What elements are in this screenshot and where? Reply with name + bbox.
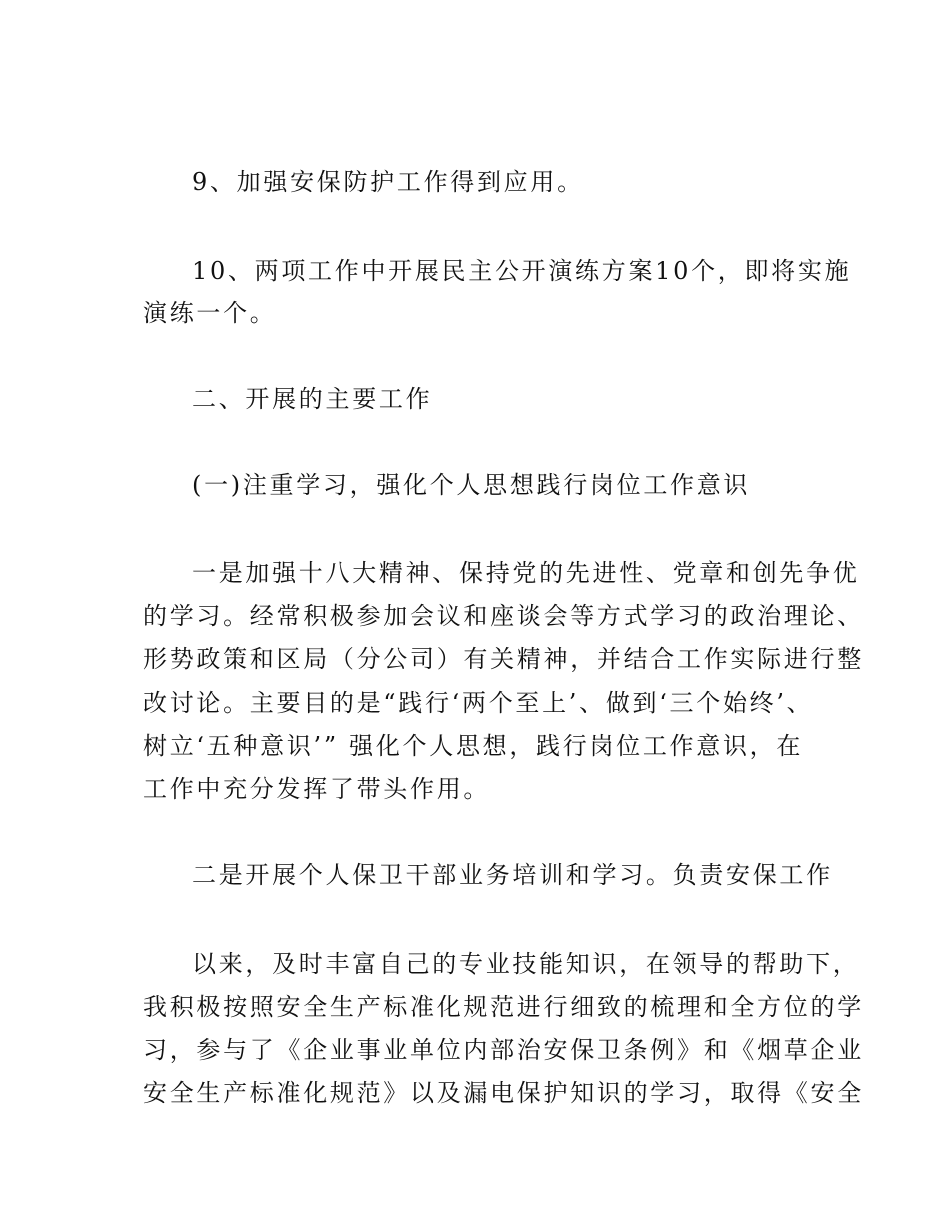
para-1-line-1: 一是加强十八大精神、保持党的先进性、党章和创先争优 — [192, 559, 860, 587]
section-2-heading: 二、开展的主要工作 — [192, 385, 433, 413]
para-1-line-5: 树立‘五种意识’” 强化个人思想，践行岗位工作意识，在 — [143, 732, 804, 760]
item-10-line-1: 10、两项工作中开展民主公开演练方案10个，即将实施 — [192, 257, 852, 285]
para-1-line-2: 的学习。经常积极参加会议和座谈会等方式学习的政治理论、 — [143, 602, 864, 630]
para-3-line-3: 习，参与了《企业事业单位内部治安保卫条例》和《烟草企业 — [143, 1036, 864, 1064]
item-10-line-2: 演练一个。 — [143, 299, 277, 327]
item-9: 9、加强安保防护工作得到应用。 — [192, 168, 584, 196]
para-3-line-4: 安全生产标准化规范》以及漏电保护知识的学习，取得《安全 — [143, 1079, 864, 1107]
para-3-line-1: 以来，及时丰富自己的专业技能知识，在领导的帮助下， — [192, 950, 860, 978]
para-2: 二是开展个人保卫干部业务培训和学习。负责安保工作 — [192, 861, 833, 889]
para-1-line-4: 改讨论。主要目的是“践行‘两个至上’、做到‘三个始终’、 — [143, 689, 814, 717]
para-3-line-2: 我积极按照安全生产标准化规范进行细致的梳理和全方位的学 — [143, 993, 864, 1021]
para-1-line-3: 形势政策和区局（分公司）有关精神，并结合工作实际进行整 — [143, 645, 864, 673]
para-1-line-6: 工作中充分发挥了带头作用。 — [143, 775, 491, 803]
subsection-1-heading: (一)注重学习，强化个人思想践行岗位工作意识 — [192, 471, 751, 499]
